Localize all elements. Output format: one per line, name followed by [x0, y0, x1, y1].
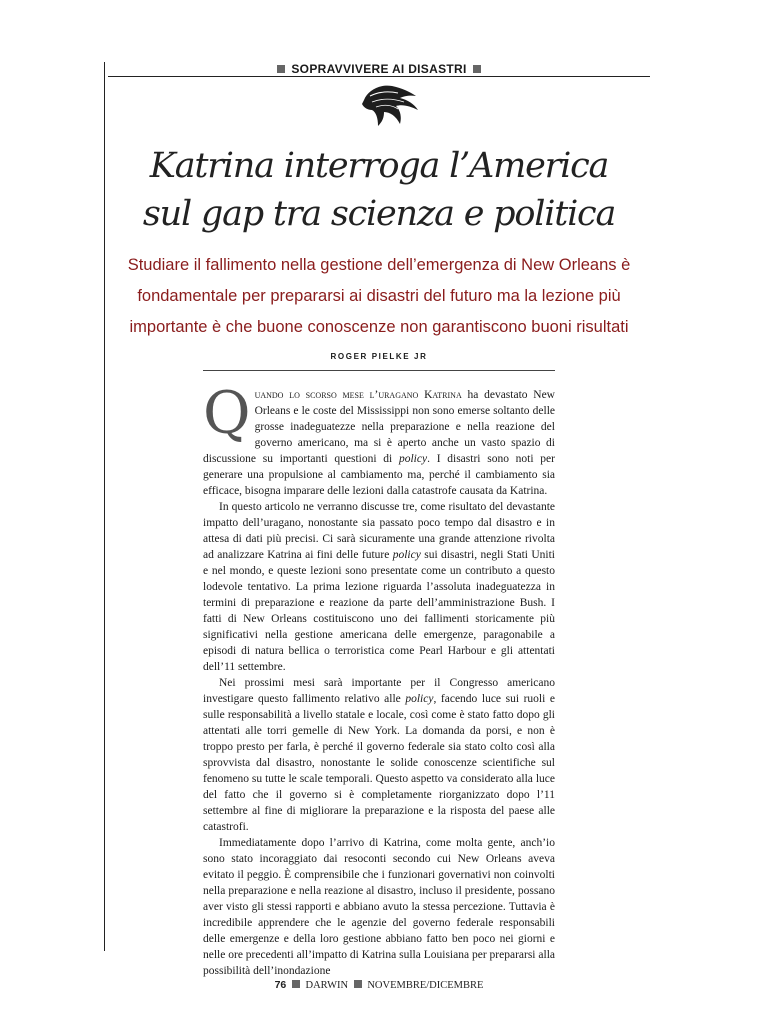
square-bullet-icon	[277, 65, 285, 73]
byline-rule	[203, 370, 555, 371]
paragraph-1: Quando lo scorso mese l’uragano Katrina ha devastato New Orleans e le coste del Mississippi non sono emerse soltanto delle grosse inadeguatezze nella preparazione e nella reazione del governo americano, ma si è aperto anche un vasto spazio di discussione su importanti questioni di policy. I disastri sono noti per generare una propulsione al cambiamento ma, perché il cambiamento sia efficace, bisogna imparare delle lezioni dalla catastrofe causata da Katrina.	[203, 379, 555, 497]
magazine-name: DARWIN	[305, 980, 349, 991]
article-subtitle: Studiare il fallimento nella gestione dell’emergenza di New Orleans è fondamentale per prepararsi ai disastri del futuro ma la lezione più importante è che buone conoscenze non garantiscono buoni risultati	[127, 256, 631, 336]
storm-cloud-icon	[358, 80, 422, 130]
article-body	[203, 379, 555, 979]
lead-in: uando lo scorso mese l’uragano Katrina	[254, 389, 462, 401]
italic-term: policy	[392, 549, 421, 561]
square-bullet-icon	[354, 980, 362, 988]
italic-term: policy	[405, 693, 434, 705]
paragraph-2: In questo articolo ne verranno discusse tre, come risultato del devastante impatto dell’uragano, nonostante sia passato poco tempo dal disastro e in attesa di dati più precisi. Ci sarà sicuramente una grande attenzione rivolta ad analizzare Katrina ai fini delle future policy sui disastri, negli Stati Uniti e nel mondo, e queste lezioni sono presentate come un contributo a questo lodevole tentativo. La prima lezione riguarda l’assoluta inadeguatezza in termini di preparazione e reazione da parte dell’amministrazione Bush. I fatti di New Orleans costituiscono uno dei fallimenti storicamente più significativi nella gestione americana delle emergenze, paragonabile a episodi di natura bellica o terroristica come Pearl Harbour e gli attentati dell’11 settembre.	[203, 501, 555, 673]
title-line-1: Katrina interroga l’America	[149, 146, 609, 186]
author-byline: ROGER PIELKE JR	[330, 352, 428, 361]
article-title	[108, 142, 650, 238]
square-bullet-icon	[473, 65, 481, 73]
square-bullet-icon	[292, 980, 300, 988]
issue-date: NOVEMBRE/DICEMBRE	[367, 980, 484, 991]
paragraph-4: Immediatamente dopo l’arrivo di Katrina, come molta gente, anch’io sono stato incoraggiato dai resoconti secondo cui New Orleans aveva evitato il peggio. È comprensibile che i funzionari governativi non coinvolti nella preparazione e nella reazione al disastro, incluso il presidente, possano aver visto gli stessi rapporti e abbiano avuto la stessa percezione. Tuttavia è incredibile apprendere che le agenzie del governo federale responsabili delle emergenze e della loro gestione abbiano fatto ben poco nei giorni e nelle ore precedenti all’impatto di Katrina sulla Louisiana per prepararsi alla possibilità dell’inondazione	[203, 837, 555, 977]
section-header	[108, 62, 650, 76]
title-line-2: sul gap tra scienza e politica	[142, 194, 616, 234]
section-label: SOPRAVVIVERE AI DISASTRI	[291, 62, 467, 76]
page-footer	[108, 979, 650, 991]
page-number: 76	[274, 979, 287, 991]
drop-cap: Q	[203, 379, 251, 447]
margin-rule	[104, 62, 105, 951]
paragraph-3: Nei prossimi mesi sarà importante per il Congresso americano investigare questo fallimento relativo alle policy, facendo luce sui ruoli e sulle responsabilità a livello statale e locale, così come è stato fatto dopo gli attentati alle torri gemelle di New York. La domanda da porsi, e non è troppo presto per farla, è perché il governo federale sia stato colto così alla sprovvista dal disastro, nonostante le solide conoscenze scientifiche sul fenomeno su tutte le scale temporali. Questo aspetto va considerato alla luce del fatto che il governo si è completamente riorganizzato dopo l’11 settembre al fine di migliorare la preparazione e la risposta del paese alle catastrofi.	[203, 677, 555, 833]
italic-term: policy	[398, 453, 428, 465]
header-rule	[108, 76, 650, 77]
